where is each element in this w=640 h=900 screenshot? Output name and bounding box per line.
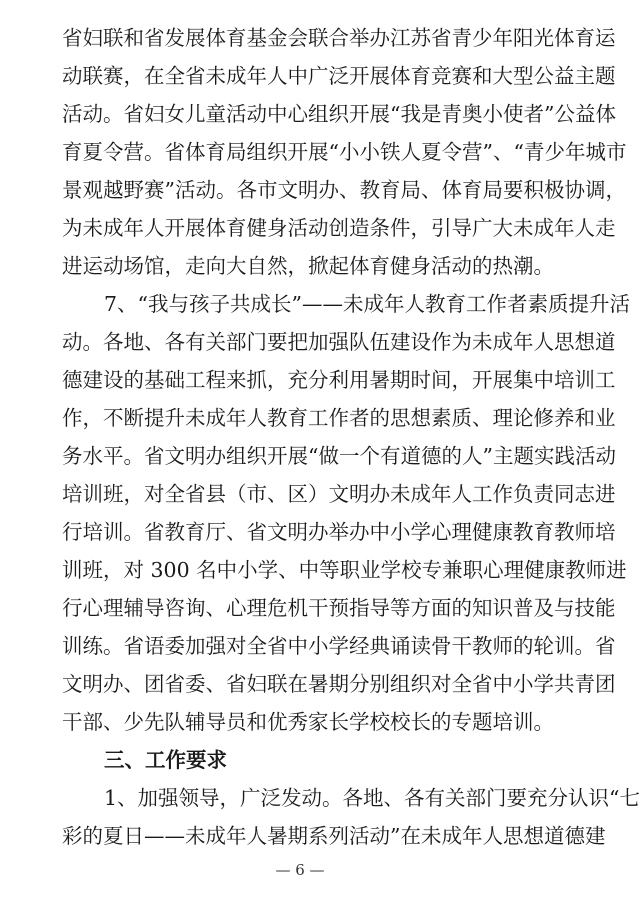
body-text-line: 文明办、团省委、省妇联在暑期分别组织对全省中小学共青团: [62, 672, 616, 696]
body-text-line: 进运动场馆，走向大自然，掀起体育健身活动的热潮。: [62, 254, 554, 278]
section-heading: 三、工作要求: [104, 748, 227, 772]
body-text-line: 1、加强领导，广泛发动。各地、各有关部门要充分认识“七: [104, 786, 640, 810]
body-text-line: 育夏令营。省体育局组织开展“小小铁人夏令营”、“青少年城市: [62, 140, 627, 164]
body-text-line: 动联赛，在全省未成年人中广泛开展体育竞赛和大型公益主题: [62, 64, 616, 88]
body-text-line: 彩的夏日——未成年人暑期系列活动”在未成年人思想道德建: [62, 824, 606, 848]
body-text-line: 德建设的基础工程来抓，充分利用暑期时间，开展集中培训工: [62, 368, 616, 392]
body-text-line: 务水平。省文明办组织开展“做一个有道德的人”主题实践活动: [62, 444, 616, 468]
body-text-line: 活动。省妇女儿童活动中心组织开展“我是青奥小使者”公益体: [62, 102, 616, 126]
body-text-line: 景观越野赛”活动。各市文明办、教育局、体育局要积极协调，: [62, 178, 626, 202]
body-text-line: 动。各地、各有关部门要把加强队伍建设作为未成年人思想道: [62, 330, 616, 354]
body-text-line: 培训班，对全省县（市、区）文明办未成年人工作负责同志进: [62, 482, 616, 506]
section-item-heading-line: 7、“我与孩子共成长”——未成年人教育工作者素质提升活: [104, 292, 631, 316]
page-number: — 6 —: [275, 861, 325, 879]
body-text-line: 训班，对 300 名中小学、中等职业学校专兼职心理健康教师进: [62, 558, 627, 582]
body-text-line: 作，不断提升未成年人教育工作者的思想素质、理论修养和业: [62, 406, 616, 430]
body-text-line: 行心理辅导咨询、心理危机干预指导等方面的知识普及与技能: [62, 596, 616, 620]
body-text-line: 省妇联和省发展体育基金会联合举办江苏省青少年阳光体育运: [62, 26, 616, 50]
body-text-line: 干部、少先队辅导员和优秀家长学校校长的专题培训。: [62, 710, 554, 734]
body-text-line: 训练。省语委加强对全省中小学经典诵读骨干教师的轮训。省: [62, 634, 616, 658]
body-text-line: 行培训。省教育厅、省文明办举办中小学心理健康教育教师培: [62, 520, 616, 544]
body-text-line: 为未成年人开展体育健身活动创造条件，引导广大未成年人走: [62, 216, 616, 240]
